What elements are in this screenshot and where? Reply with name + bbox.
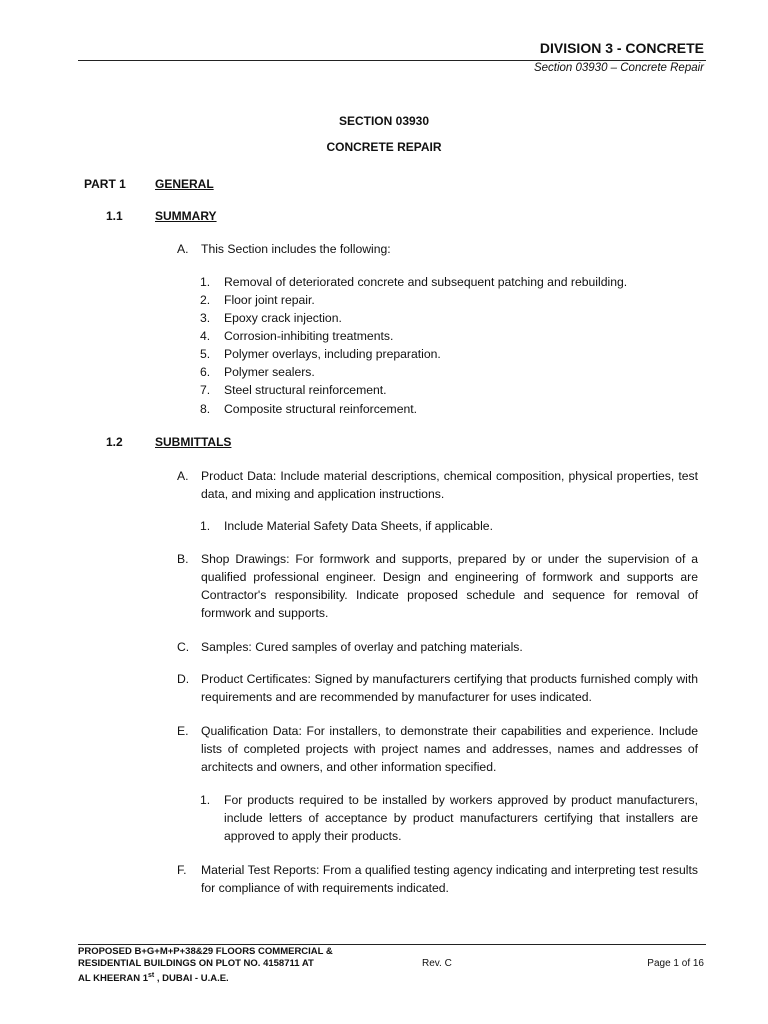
list-item: [200, 345, 698, 363]
paragraph-c: [177, 638, 698, 656]
footer-project-line2: RESIDENTIAL BUILDINGS ON PLOT NO. 4158711 AT: [78, 958, 314, 969]
footer-line3-rest: , DUBAI - U.A.E.: [154, 973, 229, 985]
paragraph-text: This Section includes the following:: [201, 242, 391, 256]
subparagraph-text: For products required to be installed by workers approved by product manufacturers, include letters of acceptance by product manufacturers certifying that installers are approved to apply their products.: [224, 793, 698, 843]
footer-revision: Rev. C: [422, 958, 452, 969]
list-item: [200, 363, 698, 381]
list-item: [200, 327, 698, 345]
list-number: 7.: [200, 383, 211, 397]
paragraph-text: Material Test Reports: From a qualified testing agency indicating and interpreting test results for compliance of with requirements indicated.: [201, 863, 698, 895]
article-title: SUMMARY: [155, 209, 217, 223]
paragraph-text: Qualification Data: For installers, to demonstrate their capabilities and experience. Include lists of completed projects with project names and addresses, names and addresses of architects and owners, and other information specified.: [201, 724, 698, 774]
list-item: [200, 400, 698, 418]
paragraph-f: [177, 861, 698, 897]
subparagraph-1: [200, 791, 698, 845]
article-number: 1.1: [106, 209, 123, 223]
list-text: Epoxy crack injection.: [224, 311, 342, 325]
paragraph-b: [177, 550, 698, 622]
paragraph-text: Shop Drawings: For formwork and supports, prepared by or under the supervision of a qualified professional engineer. Design and engineering of formwork and supports are Contractor's responsibility. Indicate proposed schedule and sequence for removal of formwork and supports.: [201, 552, 698, 620]
list-text: Corrosion-inhibiting treatments.: [224, 329, 394, 343]
paragraph-label: A.: [177, 242, 189, 256]
footer-project: [78, 946, 333, 985]
subparagraph-label: 1.: [200, 793, 211, 807]
part-title: GENERAL: [155, 177, 214, 191]
footer-project-line3: [78, 970, 333, 985]
list-item: [200, 273, 698, 291]
article-title: SUBMITTALS: [155, 435, 232, 449]
paragraph-label: F.: [177, 863, 187, 877]
part-label: PART 1: [84, 177, 126, 191]
header-rule: [78, 60, 706, 61]
list-number: 2.: [200, 293, 211, 307]
list-number: 5.: [200, 347, 211, 361]
subparagraph-text: Include Material Safety Data Sheets, if applicable.: [224, 519, 493, 533]
subparagraph-1: [200, 517, 698, 535]
list-number: 6.: [200, 365, 211, 379]
footer-page-number: Page 1 of 16: [647, 958, 704, 969]
paragraph-text: Product Certificates: Signed by manufacturers certifying that products furnished comply with requirements and are recommended by manufacturer for uses indicated.: [201, 672, 698, 704]
section-number-title: SECTION 03930: [338, 114, 430, 128]
list-item: [200, 381, 698, 399]
footer-line3-sup: st: [148, 972, 155, 979]
section-name-title: CONCRETE REPAIR: [326, 140, 442, 154]
list-item: [200, 309, 698, 327]
section-reference: Section 03930 – Concrete Repair: [533, 62, 704, 74]
paragraph-a: [177, 240, 698, 258]
paragraph-e: [177, 722, 698, 776]
list-text: Removal of deteriorated concrete and subsequent patching and rebuilding.: [224, 275, 628, 289]
footer-project-line1: PROPOSED B+G+M+P+38&29 FLOORS COMMERCIAL &: [78, 946, 333, 957]
footer-line3-text: AL KHEERAN 1: [78, 973, 149, 985]
list-text: Floor joint repair.: [224, 293, 315, 307]
paragraph-label: B.: [177, 552, 189, 566]
list-text: Steel structural reinforcement.: [224, 383, 387, 397]
division-title: DIVISION 3 - CONCRETE: [539, 40, 704, 56]
list-number: 3.: [200, 311, 211, 325]
list-text: Polymer sealers.: [224, 365, 315, 379]
list-text: Composite structural reinforcement.: [224, 402, 418, 416]
paragraph-text: Samples: Cured samples of overlay and patching materials.: [201, 640, 523, 654]
paragraph-label: A.: [177, 469, 189, 483]
paragraph-d: [177, 670, 698, 706]
footer-rule: [78, 944, 706, 945]
list-text: Polymer overlays, including preparation.: [224, 347, 441, 361]
paragraph-text: Product Data: Include material descriptions, chemical composition, physical properties, test data, and mixing and application instructions.: [201, 469, 698, 501]
paragraph-label: E.: [177, 724, 189, 738]
paragraph-label: D.: [177, 672, 190, 686]
paragraph-a: [177, 467, 698, 503]
list-number: 4.: [200, 329, 211, 343]
list-item: [200, 291, 698, 309]
list-number: 1.: [200, 275, 211, 289]
list-number: 8.: [200, 402, 211, 416]
subparagraph-label: 1.: [200, 519, 211, 533]
paragraph-label: C.: [177, 640, 190, 654]
article-number: 1.2: [106, 435, 123, 449]
